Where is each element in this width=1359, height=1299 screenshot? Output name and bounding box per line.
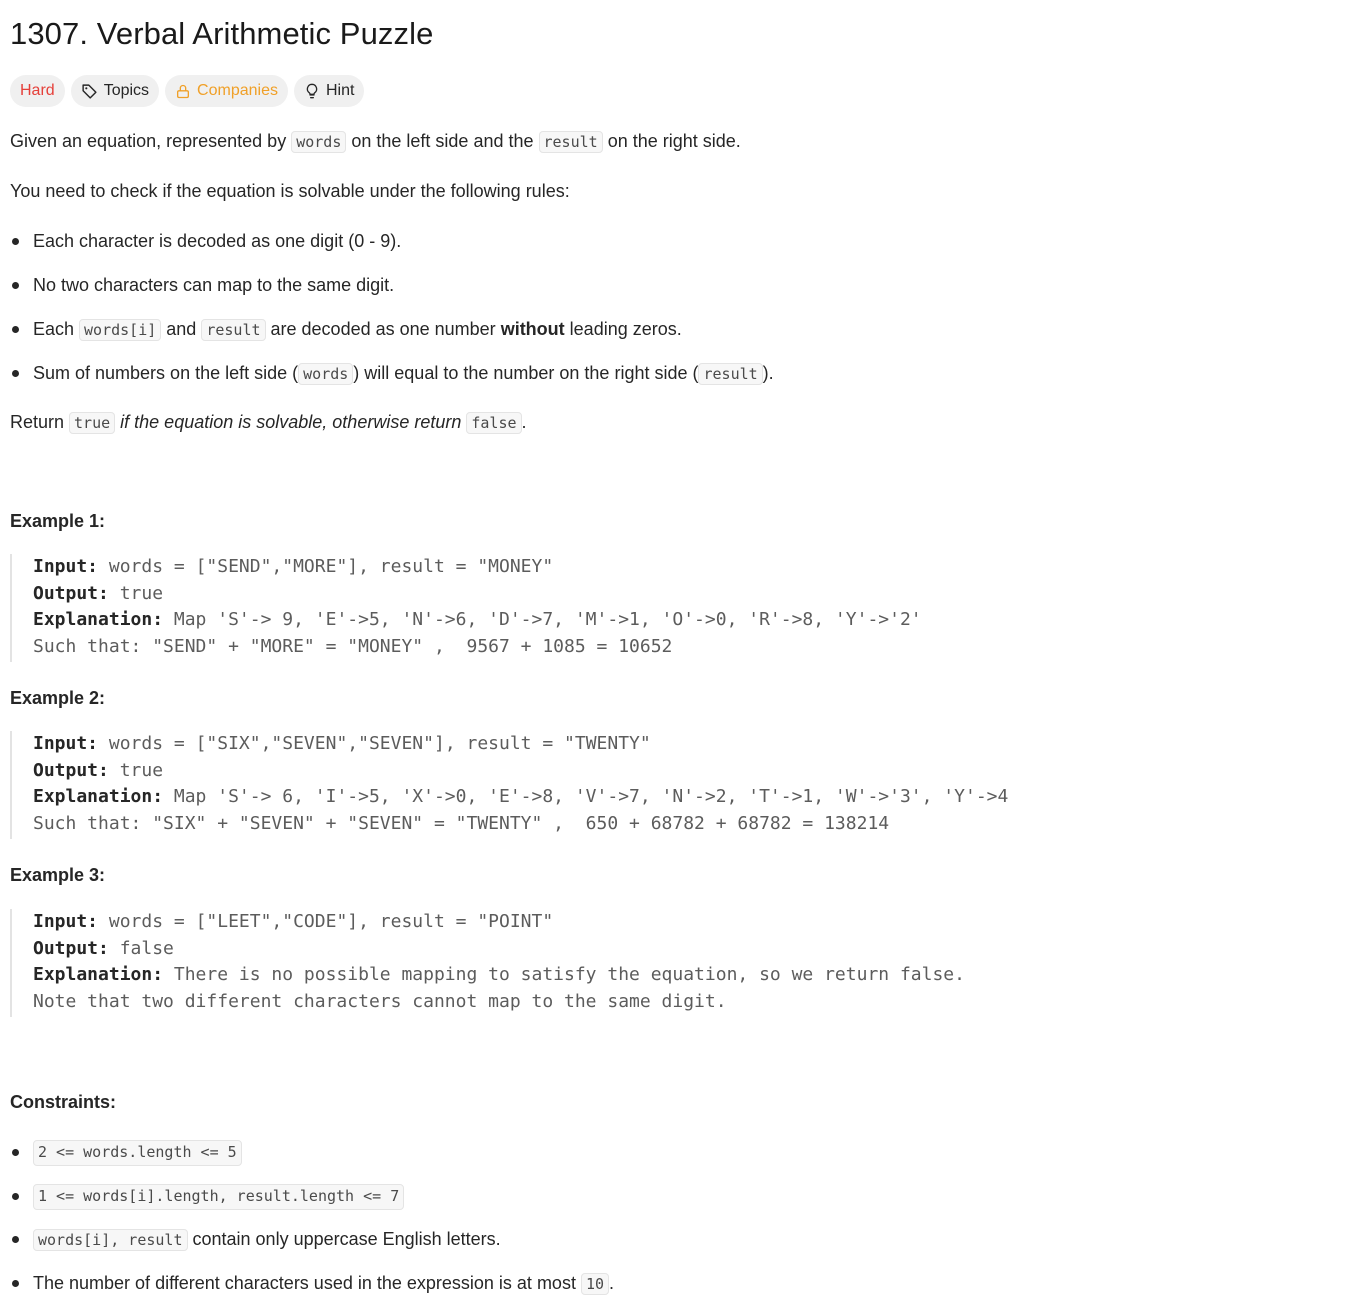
explanation-label: Explanation: <box>33 609 164 631</box>
output-label: Output: <box>33 759 109 781</box>
output-value: true <box>108 582 164 604</box>
inline-code: result <box>201 319 265 341</box>
constraint-item <box>10 1226 501 1252</box>
example-title: Example 3: <box>10 865 106 885</box>
rule-item <box>10 228 401 254</box>
return-text: Return <box>10 412 70 432</box>
input-value: words = ["SEND","MORE"], result = "MONEY" <box>98 556 554 577</box>
rule-item <box>10 316 682 342</box>
rule-text-part: leading zeros. <box>564 319 682 339</box>
explanation-label: Explanation: <box>33 786 164 808</box>
lock-icon <box>175 83 191 100</box>
intro-text-b: on the left side and the <box>346 131 539 151</box>
constraint-text-part: contain only uppercase English letters. <box>187 1229 501 1249</box>
hint-label: Hint <box>325 82 355 100</box>
description-rules-intro: You need to check if the equation is solvable under the following rules: <box>10 181 570 201</box>
rule-text-part: and <box>161 319 202 339</box>
tag-bar <box>10 75 364 107</box>
bullet <box>12 1236 19 1243</box>
rule-text <box>33 360 774 386</box>
example-block <box>10 554 922 662</box>
rule-text-part: ). <box>762 363 774 383</box>
constraint-item <box>10 1184 404 1210</box>
example-block <box>10 731 1008 839</box>
constraint-code: words[i], result <box>33 1229 188 1251</box>
intro-text-a: Given an equation, represented by <box>10 131 292 151</box>
input-label: Input: <box>33 556 99 577</box>
bullet <box>12 282 19 289</box>
inline-code: words <box>291 131 346 153</box>
rule-text: Each character is decoded as one digit (0 - 9). <box>33 231 402 251</box>
constraint-text-end: . <box>609 1273 615 1293</box>
example-block <box>10 909 965 1017</box>
intro-text-c: on the right side. <box>602 131 741 151</box>
bullet <box>12 326 19 333</box>
inline-code: words <box>298 363 353 385</box>
inline-code: true <box>69 412 115 434</box>
output-label: Output: <box>33 582 109 604</box>
problem-title: 1307. Verbal Arithmetic Puzzle <box>10 16 434 51</box>
bullet <box>12 1193 19 1200</box>
difficulty-label: Hard <box>20 82 55 100</box>
rule-text-part: ) will equal to the number on the right side ( <box>353 363 699 383</box>
explanation-value: Map 'S'-> 9, 'E'->5, 'N'->6, 'D'->7, 'M'->1, 'O'->0, 'R'->8, 'Y'->'2' <box>163 609 922 631</box>
constraint-code: 2 <= words.length <= 5 <box>33 1140 242 1166</box>
input-value: words = ["SIX","SEVEN","SEVEN"], result = "TWENTY" <box>98 733 651 754</box>
constraints-title: Constraints: <box>10 1092 117 1112</box>
bullet <box>12 370 19 377</box>
input-label: Input: <box>33 911 99 932</box>
rule-text: No two characters can map to the same digit. <box>33 275 395 295</box>
constraint-text-part: The number of different characters used in the expression is at most <box>33 1273 581 1293</box>
explanation-value: There is no possible mapping to satisfy the equation, so we return false. <box>163 964 965 986</box>
rule-item <box>10 272 394 298</box>
inline-code: false <box>466 412 521 434</box>
description-intro <box>10 128 741 154</box>
example-title: Example 1: <box>10 511 106 531</box>
bold-text: without <box>500 319 565 339</box>
constraint-text <box>33 1226 501 1252</box>
output-value: true <box>108 759 164 781</box>
inline-code: result <box>539 131 603 153</box>
lightbulb-icon <box>304 82 320 100</box>
bullet <box>12 1149 19 1156</box>
input-value: words = ["LEET","CODE"], result = "POINT" <box>98 911 554 932</box>
rule-text-part: Sum of numbers on the left side ( <box>33 363 299 383</box>
output-value: false <box>108 937 174 959</box>
output-label: Output: <box>33 937 109 959</box>
inline-code: words[i] <box>79 319 161 341</box>
bullet <box>12 238 19 245</box>
return-italic-text: if the equation is solvable, otherwise return <box>115 412 467 432</box>
explanation-extra: Such that: "SIX" + "SEVEN" + "SEVEN" = "TWENTY" , 650 + 68782 + 68782 = 138214 <box>33 813 890 835</box>
return-text-end: . <box>521 412 527 432</box>
rule-text-part: Each <box>33 319 80 339</box>
rule-text <box>33 316 682 342</box>
constraint-code: 1 <= words[i].length, result.length <= 7 <box>33 1184 404 1210</box>
explanation-extra: Note that two different characters cannot map to the same digit. <box>33 991 727 1013</box>
companies-button[interactable] <box>165 75 288 107</box>
tag-icon <box>81 83 98 100</box>
rule-text-part: are decoded as one number <box>265 319 501 339</box>
explanation-value: Map 'S'-> 6, 'I'->5, 'X'->0, 'E'->8, 'V'->7, 'N'->2, 'T'->1, 'W'->'3', 'Y'->4 <box>163 786 1009 808</box>
input-label: Input: <box>33 733 99 754</box>
example-title: Example 2: <box>10 688 106 708</box>
constraint-code: 10 <box>581 1273 609 1295</box>
return-statement <box>10 409 527 435</box>
topics-button[interactable] <box>71 75 159 107</box>
bullet <box>12 1280 19 1287</box>
constraint-text <box>33 1270 614 1296</box>
inline-code: result <box>698 363 762 385</box>
explanation-extra: Such that: "SEND" + "MORE" = "MONEY" , 9567 + 1085 = 10652 <box>33 636 673 658</box>
difficulty-badge[interactable] <box>10 75 65 107</box>
companies-label: Companies <box>197 82 278 100</box>
hint-button[interactable] <box>294 75 364 107</box>
topics-label: Topics <box>103 82 150 100</box>
explanation-label: Explanation: <box>33 964 164 986</box>
rule-item <box>10 360 774 386</box>
constraint-item <box>10 1270 614 1296</box>
constraint-item <box>10 1140 242 1166</box>
